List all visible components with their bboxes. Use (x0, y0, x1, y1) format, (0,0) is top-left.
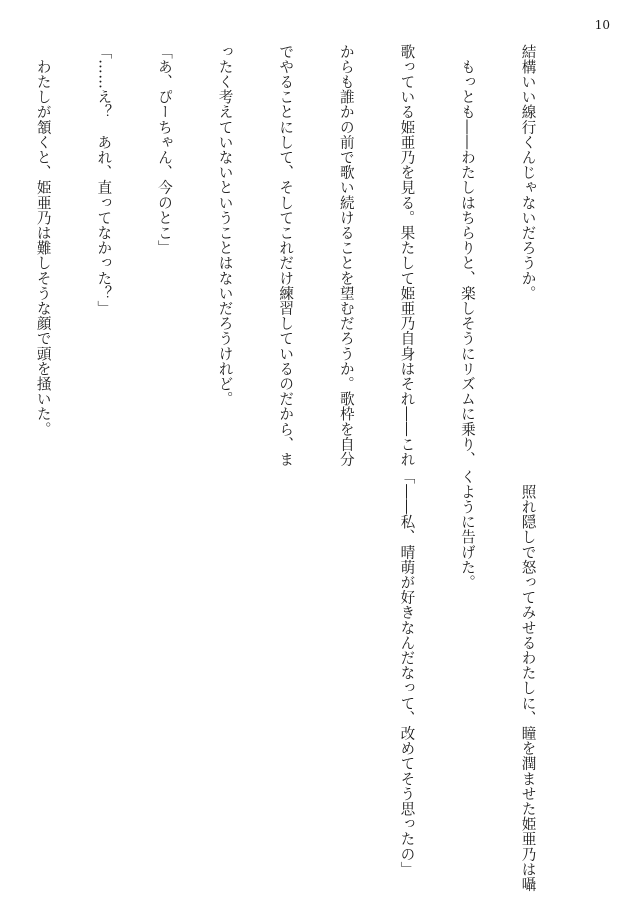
text-line: 「……え？ あれ、直ってなかった？」 (95, 44, 113, 316)
text-line: 照れ隠しで怒ってみせるわたしに、瞳を潤ませた姫亜乃は囁 (519, 469, 537, 892)
upper-text-block (0, 44, 578, 467)
text-line: 歌っている姫亜乃を見る。果たして姫亜乃自身はそれ――これ (398, 44, 416, 467)
text-line: くように告げた。 (458, 469, 476, 590)
text-line: 「――私、晴萌が好きなんだなって、改めてそう思ったの」 (398, 469, 416, 877)
lower-text-block (376, 469, 578, 892)
text-line: ったく考えていないということはないだろうけれど。 (216, 44, 234, 407)
text-line: でやることにして、そしてこれだけ練習しているのだから、ま (277, 44, 295, 467)
page-number: 10 (594, 18, 610, 32)
text-line: 「あ、ぴーちゃん、今のとこ」 (155, 44, 173, 256)
text-line: わたしが頷くと、姫亜乃は難しそうな顔で頭を掻いた。 (34, 44, 52, 437)
text-line: からも誰かの前で歌い続けることを望むだろうか。歌枠を自分 (337, 44, 355, 467)
text-line: もっとも――わたしはちらりと、楽しそうにリズムに乗り、 (458, 44, 476, 467)
text-line: 結構いい線行くんじゃないだろうか。 (519, 44, 537, 301)
